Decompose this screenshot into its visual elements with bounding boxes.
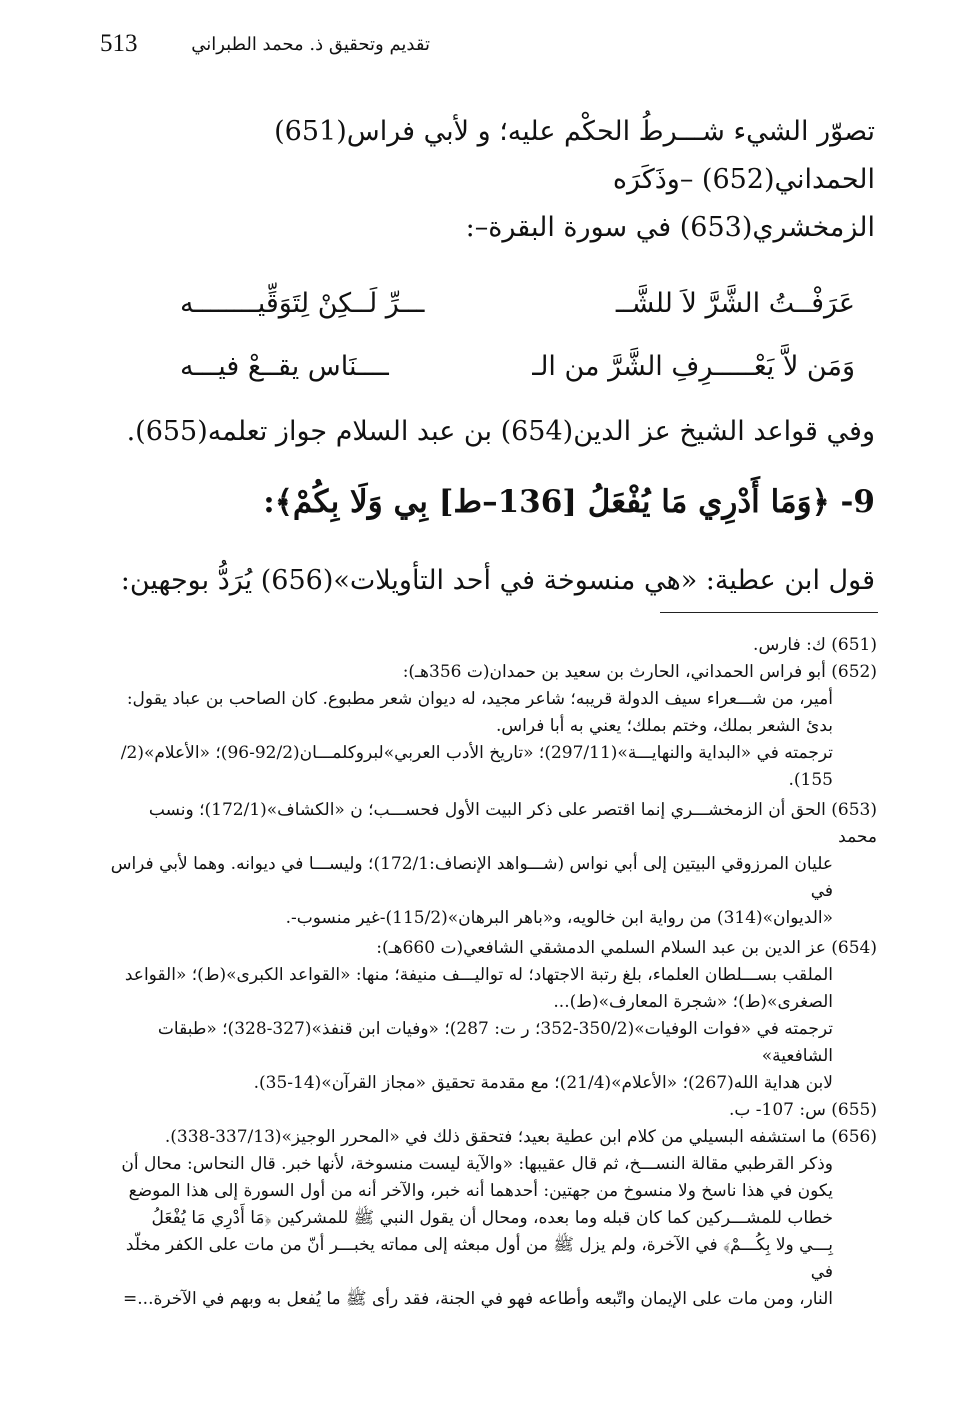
main-text [120, 108, 875, 605]
footnotes [110, 632, 877, 1313]
paragraph-line: قول ابن عطية: «هي منسوخة في أحد التأويلات»(656) يُرَدُّ بوجهين: [120, 565, 875, 596]
footnote-line: خطاب للمشـــركين كما كان قبله وما بعده، ومحال أن يقول النبي ﷺ للمشركين ﴿مَا أَدْرِي مَا يُفْعَلُ [151, 1208, 833, 1228]
paragraph-line: وفي قواعد الشيخ عز الدين(654) بن عبد السلام جواز تعلمه(655). [126, 416, 875, 447]
verse-first-hemistich: وَمَن لاَّ يَعْـــــرِفِ الشَّرَّ من الـ [532, 351, 855, 382]
page-number: 513 [100, 30, 138, 57]
footnote-line: عليان المرزوقي البيتين إلى أبي نواس (شـــواهد الإنصاف:172/1)؛ وليســـا في ديوانه. وهما لأبي فراس في [110, 854, 833, 901]
verse-second-hemistich: ـــرِّ لَــكِنْ لِتَوَقِّيــــــــه [180, 288, 425, 319]
footnote-line: (652) أبو فراس الحمداني، الحارث بن سعيد بن حمدان(ت 356هـ): [402, 662, 877, 682]
numbered-heading: 9- ﴿وَمَا أَدْرِي مَا يُفْعَلُ [136–ط] بِي وَلَا بِكُمْ﴾: [263, 484, 875, 520]
footnote-line: النار، ومن مات على الإيمان واتّبعه وأطاعه فهو في الجنة، فقد رأى ﷺ ما يُفعل به وبهم في الآخرة...= [123, 1289, 833, 1309]
page-header [100, 28, 430, 68]
footnote-line: 155). [788, 770, 833, 790]
footnote-line: ترجمته في «فوات الوفيات»(350/2-352؛ ر ت: 287)؛ «وفيات ابن قنفذ»(327-328)؛ «طبقات الشافعية» [157, 1019, 833, 1066]
footnote-line: «الديوان»(314) من رواية ابن خالويه، و«باهر البرهان»(115/2)-غير منسوب-. [285, 908, 833, 928]
paragraph-line: الزمخشري(653) في سورة البقرة–: [465, 212, 875, 243]
footnote-line: (653) الحق أن الزمخشـــري إنما اقتصر على ذكر البيت الأول فحســـب؛ ن «الكشاف»(172/1)؛ ونسب محمد [148, 800, 877, 847]
footnote-line: بدئ الشعر بملك، وختم بملك؛ يعني به أبا فراس. [495, 716, 833, 736]
footnote-line: بِـــي ولا بِكُـــمْ﴾ في الآخرة، ولم يزل ﷺ من أول مبعثه إلى مماته يخبـــر أنّ من مات على الكفر مخلّد في [125, 1235, 833, 1282]
footnote-line: (655) س: 107- ب. [728, 1100, 877, 1120]
footnote-line: أمير، من شـــعراء سيف الدولة قريبه؛ شاعر مجيد، له ديوان شعر مطبوع. كان الصاحب بن عباد يقول: [126, 689, 833, 709]
poem-verse [180, 288, 855, 319]
footnote-line: الصغرى»(ط)؛ «شجرة المعارف»(ط)... [553, 992, 833, 1012]
verse-second-hemistich: ــــنَاس يقــعْ فيـــه [180, 351, 389, 382]
footnote-line: (656) ما استشفه البسيلي من كلام ابن عطية بعيد؛ فتحقق ذلك في «المحرر الوجيز»(337/13-338). [164, 1127, 877, 1147]
footnote-line: وذكر القرطبي مقالة النســـخ، ثم قال عقيبها: «والآية ليست منسوخة، لأنها خبر. قال النحاس: محال أن [121, 1154, 833, 1174]
poem-verse [180, 351, 855, 382]
running-head: تقديم وتحقيق ذ. محمد الطبراني [191, 34, 430, 55]
footnote-divider [660, 612, 878, 613]
paragraph-line: تصوّر الشيء شـــرطُ الحكْم عليه؛ و لأبي فراس(651) الحمداني(652) –وذَكَرَه [274, 116, 875, 195]
verse-first-hemistich: عَرَفْــتُ الشَّرَّ لاَ للشَّــ [615, 288, 855, 319]
footnote-line: يكون في هذا ناسخ ولا منسوخ من جهتين: أحدهما أنه خبر، والآخر أنه من أول السورة إلى هذا الموضع [128, 1181, 833, 1201]
footnote-line: ترجمته في «البداية والنهايـــة»(297/11)؛ «تاريخ الأدب العربي»لبروكلمـــان(92/2-96)؛ «الأعلام»(2/ [120, 743, 833, 763]
footnote-line: (654) عز الدين بن عبد السلام السلمي الدمشقي الشافعي(ت 660هـ): [376, 938, 877, 958]
footnote-line: (651) ك: فارس. [753, 635, 877, 655]
footnote-line: الملقب بســـلطان العلماء، بلغ رتبة الاجتهاد؛ له تواليـــف منيفة؛ منها: «القواعد الكبرى»(ط)؛ «القواعد [124, 965, 833, 985]
footnote-line: لابن هداية الله(267)؛ «الأعلام»(21/4)؛ مع مقدمة تحقيق «مجاز القرآن»(14-35). [253, 1073, 833, 1093]
